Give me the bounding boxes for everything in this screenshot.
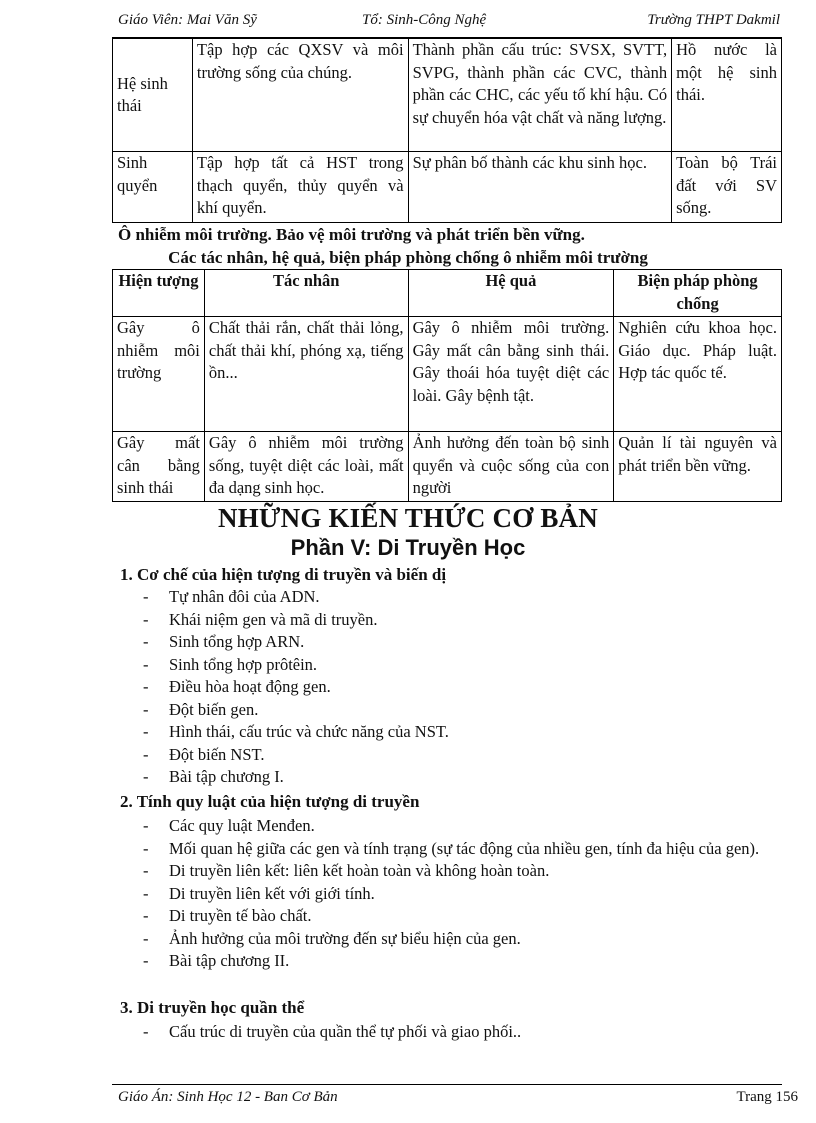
section-3-list: [143, 1021, 783, 1044]
column-header: Tác nhân: [204, 270, 408, 317]
list-item: - Các quy luật Menđen.: [143, 816, 315, 835]
part-title: Phần V: Di Truyền Học: [290, 535, 526, 560]
table-cell: Hồ nước là một hệ sinh thái.: [672, 39, 782, 152]
table-cell: Gây ô nhiễm môi trường: [113, 317, 205, 432]
table-cell: Gây ô nhiễm môi trường sống, tuyệt diệt các loài, mất đa dạng sinh học.: [204, 432, 408, 502]
table-row: [113, 432, 782, 502]
list-item: - Di truyền tế bào chất.: [143, 906, 312, 925]
section-heading: Ô nhiễm môi trường. Bảo vệ môi trường và phát triển bền vững.: [118, 225, 585, 244]
column-header: Hệ quả: [408, 270, 614, 317]
section-1-list: [143, 586, 783, 789]
list-item: - Đột biến NST.: [143, 744, 265, 764]
pollution-table: [112, 269, 782, 502]
list-item: - Hình thái, cấu trúc và chức năng của NST.: [143, 722, 449, 741]
ecosystem-table: [112, 38, 782, 223]
table-caption: Các tác nhân, hệ quả, biện pháp phòng chống ô nhiễm môi trường: [168, 248, 648, 267]
section-2-list: [143, 815, 783, 973]
main-title: NHỮNG KIẾN THỨC CƠ BẢN: [218, 503, 598, 533]
table-cell: Gây ô nhiễm môi trường. Gây mất cân bằng sinh thái. Gây thoái hóa tuyệt diệt các loài. Gây bệnh tật.: [408, 317, 614, 432]
list-item: - Điều hòa hoạt động gen.: [143, 677, 331, 696]
section-2-heading: 2. Tính quy luật của hiện tượng di truyền: [120, 792, 420, 811]
table-row: [113, 152, 782, 223]
table-cell: Sinh quyển: [113, 152, 193, 223]
header-school: Trường THPT Dakmil: [647, 12, 780, 28]
column-header: Biện pháp phòng chống: [614, 270, 782, 317]
table-cell: Thành phần cấu trúc: SVSX, SVTT, SVPG, thành phần các CVC, thành phần các CHC, các yếu tố khí hậu. Có sự chuyển hóa vật chất và năng lượng.: [408, 39, 672, 152]
list-item: - Tự nhân đôi của ADN.: [143, 587, 320, 606]
table-cell: Nghiên cứu khoa học. Giáo dục. Pháp luật. Hợp tác quốc tế.: [614, 317, 782, 432]
table-cell: Chất thải rắn, chất thải lỏng, chất thải khí, phóng xạ, tiếng ồn...: [204, 317, 408, 432]
header-department: Tổ: Sinh-Công Nghệ: [362, 12, 487, 28]
footer-lesson: Giáo Án: Sinh Học 12 - Ban Cơ Bản: [118, 1089, 338, 1105]
section-3-heading: 3. Di truyền học quần thể: [120, 998, 305, 1017]
page-number: Trang 156: [736, 1089, 798, 1105]
table-cell: Tập hợp tất cả HST trong thạch quyển, thủy quyển và khí quyển.: [192, 152, 408, 223]
table-cell: Tập hợp các QXSV và môi trường sống của chúng.: [192, 39, 408, 152]
table-row: [113, 317, 782, 432]
list-item: - Di truyền liên kết: liên kết hoàn toàn và không hoàn toàn.: [143, 861, 550, 880]
list-item: - Cấu trúc di truyền của quần thể tự phối và giao phối..: [143, 1022, 522, 1041]
list-item: - Bài tập chương I.: [143, 767, 284, 786]
list-item: - Khái niệm gen và mã di truyền.: [143, 609, 378, 629]
footer-rule: [112, 1084, 782, 1085]
list-item: - Bài tập chương II.: [143, 951, 290, 970]
list-item: - Sinh tổng hợp prôtêin.: [143, 654, 318, 674]
section-1-heading: 1. Cơ chế của hiện tượng di truyền và biến dị: [120, 565, 447, 584]
table-cell: Gây mất cân bằng sinh thái: [113, 432, 205, 502]
header-teacher: Giáo Viên: Mai Văn Sỹ: [118, 12, 257, 28]
table-header-row: [113, 270, 782, 317]
list-item: - Đột biến gen.: [143, 699, 259, 719]
list-item: - Ảnh hưởng của môi trường đến sự biểu hiện của gen.: [143, 928, 521, 948]
table-cell: Ảnh hưởng đến toàn bộ sinh quyển và cuộc sống của con người: [408, 432, 614, 502]
table-cell: Hệ sinh thái: [113, 39, 193, 152]
table-cell: Toàn bộ Trái đất với SV sống.: [672, 152, 782, 223]
list-item: - Di truyền liên kết với giới tính.: [143, 883, 375, 903]
table-row: [113, 39, 782, 152]
list-item: - Mối quan hệ giữa các gen và tính trạng (sự tác động của nhiều gen, tính đa hiệu của gen).: [143, 838, 760, 858]
list-item: - Sinh tổng hợp ARN.: [143, 632, 305, 651]
table-cell: Sự phân bố thành các khu sinh học.: [408, 152, 672, 223]
table-cell: Quản lí tài nguyên và phát triển bền vững.: [614, 432, 782, 502]
column-header: Hiện tượng: [113, 270, 205, 317]
